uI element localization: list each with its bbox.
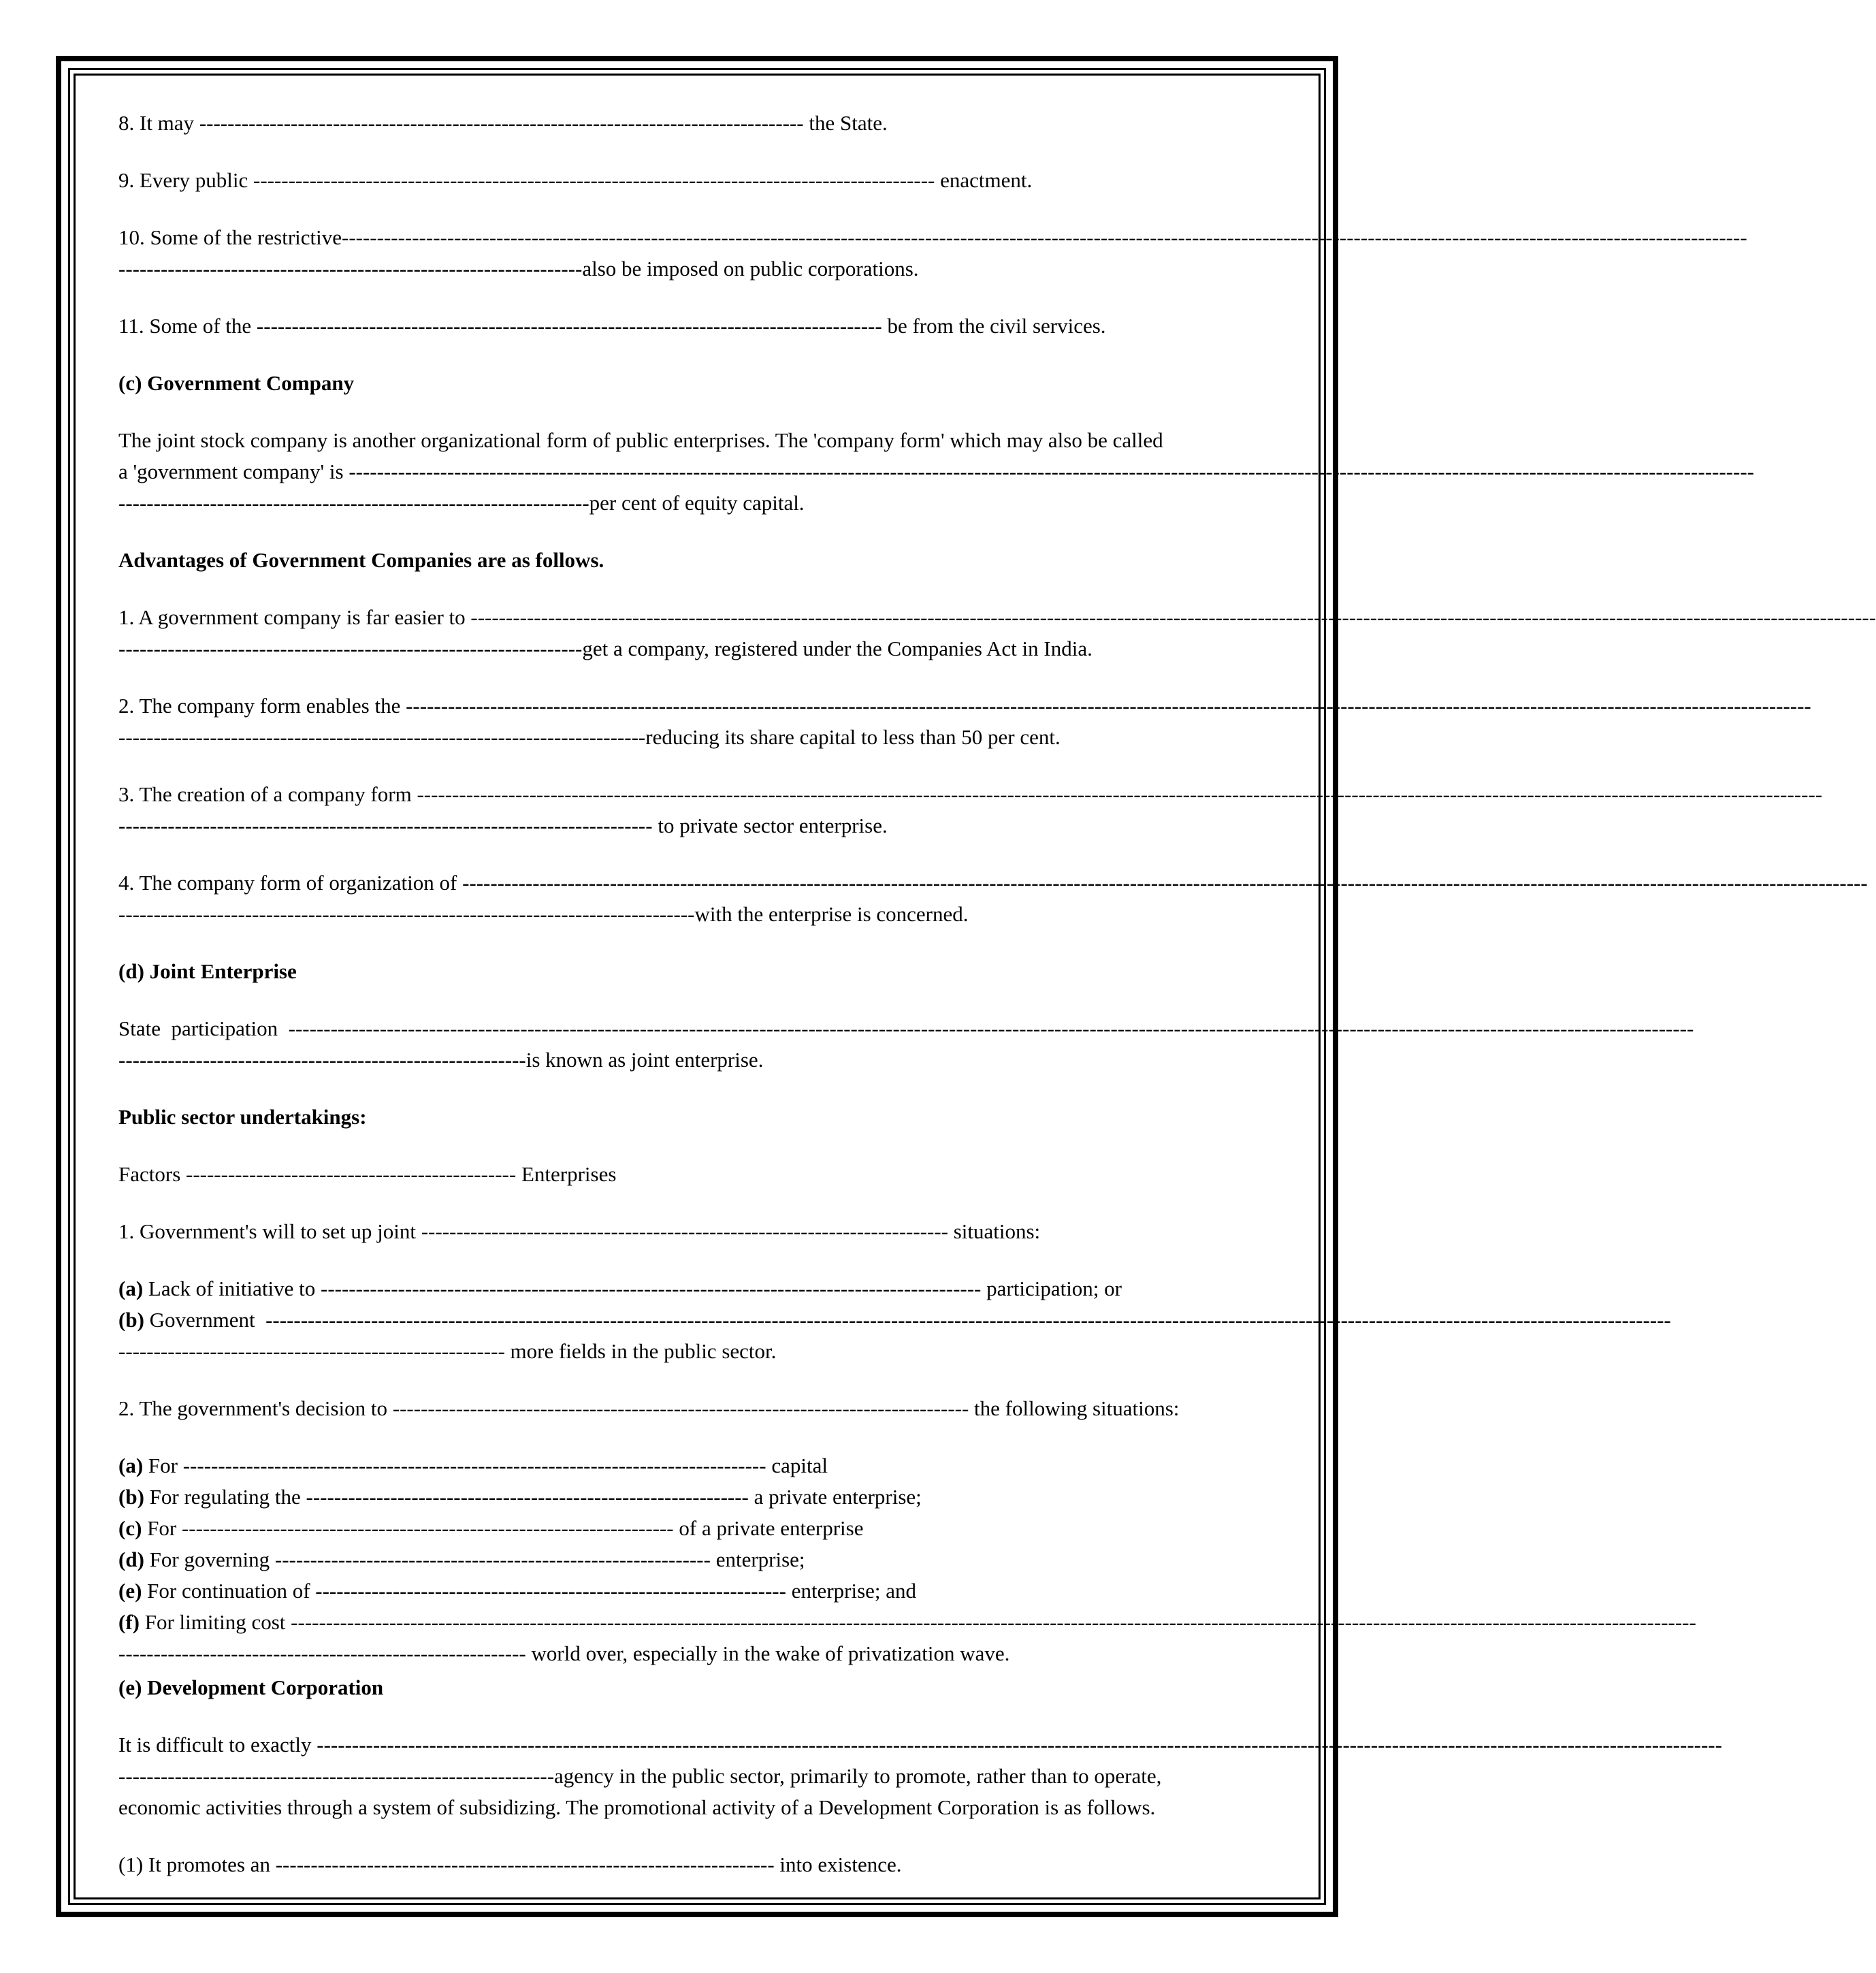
blank-dash-line: ------------------------------------------------------------------ xyxy=(118,637,583,660)
psu-item-2-f: (f) For limiting cost -------------------------------------------------------------------------------------------------------------------------------------------------------------------------------------------------------- xyxy=(118,1607,1297,1638)
psu-item-1-b: (b) Government -------------------------------------------------------------------------------------------------------------------------------------------------------------------------------------------------------- xyxy=(118,1304,1297,1336)
blank-dash-line: --------------------------------------------------------------- xyxy=(306,1485,749,1509)
blank-dash-line: ---------------------------------------------------------- xyxy=(118,1641,526,1665)
advantage-item-2: 2. The company form enables the -------------------------------------------------------------------------------------------------------------------------------------------------------------------------------------------------------- ---------------------------------------------------------------------------reducing its share capital to less than 50 per cent. xyxy=(118,690,1297,753)
blank-dash-line: -------------------------------------------------------------------------------------------------------------------------------------------------------------------------------------------------------- xyxy=(417,782,1823,806)
advantage-item-4: 4. The company form of organization of -------------------------------------------------------------------------------------------------------------------------------------------------------------------------------------------------------- ----------------------------------------------------------------------------------with the enterprise is concerned. xyxy=(118,867,1297,930)
blank-dash-line: ---------------------------------------------------------------------------------- xyxy=(118,902,695,926)
blank-dash-line: ---------------------------------------------------------------------------------- xyxy=(392,1396,969,1420)
blank-dash-line: ------------------------------------------------------------------- xyxy=(315,1579,786,1603)
section-heading-joint-enterprise: (d) Joint Enterprise xyxy=(118,959,297,983)
section-heading-development-corporation: (e) Development Corporation xyxy=(118,1675,384,1699)
blank-dash-line: -------------------------------------------------------------------------------------------------------------------------------------------------------------------------------------------------------- xyxy=(462,871,1868,895)
blank-dash-line: ----------------------------------------------------------------------------------- xyxy=(182,1454,766,1477)
blank-dash-line: ---------------------------------------------------------- xyxy=(118,1048,526,1072)
joint-enterprise-definition: State participation -------------------------------------------------------------------------------------------------------------------------------------------------------------------------------------------------------- ----------------------------------------------------------is known as joint enterprise. xyxy=(118,1013,1297,1076)
advantage-item-3: 3. The creation of a company form -------------------------------------------------------------------------------------------------------------------------------------------------------------------------------------------------------- ---------------------------------------------------------------------------- to private sector enterprise. xyxy=(118,779,1297,841)
list-item-11: 11. Some of the ----------------------------------------------------------------------------------------- be from the civil services. xyxy=(118,314,1106,338)
blank-dash-line: -------------------------------------------------------------------------------------------------------------------------------------------------------------------------------------------------------- xyxy=(317,1733,1722,1757)
psu-heading: Public sector undertakings: xyxy=(118,1105,367,1129)
government-company-intro: The joint stock company is another organizational form of public enterprises. The 'company form' which may also be called a 'government company' is -------------------------------------------------------------------------------------------------------------------------------------------------------------------------------------------------------- -------------------------------------------------------------------per cent of equity capital. xyxy=(118,428,1754,515)
psu-item-2-e: (e) For continuation of ------------------------------------------------------------------- enterprise; and xyxy=(118,1579,917,1603)
blank-dash-line: ------------------------------------------------------- xyxy=(118,1339,505,1363)
blank-dash-line: ---------------------------------------------------------------------------------------------- xyxy=(321,1277,982,1300)
psu-item-1-subitems: (a) Lack of initiative to ---------------------------------------------------------------------------------------------- participation; or (b) Government -------------------------------------------------------------------------------------------------------------------------------------------------------------------------------------------------------- ------------------------------------------------------- more fields in the public sector. xyxy=(118,1273,1297,1367)
factors-line: Factors ----------------------------------------------- Enterprises xyxy=(118,1162,617,1186)
blank-dash-line: -------------------------------------------------------------------------------------------------------------------------------------------------------------------------------------------------------- xyxy=(349,460,1754,483)
blank-dash-line: ----------------------------------------------- xyxy=(186,1162,517,1186)
blank-dash-line: -------------------------------------------------------------------------------------------------------------------------------------------------------------------------------------------------------- xyxy=(342,225,1747,249)
blank-dash-line: --------------------------------------------------------------------------- xyxy=(118,725,646,749)
psu-item-2-b: (b) For regulating the --------------------------------------------------------------- a private enterprise; xyxy=(118,1485,922,1509)
development-corporation-intro: It is difficult to exactly -------------------------------------------------------------------------------------------------------------------------------------------------------------------------------------------------------- --------------------------------------------------------------agency in the public sector, primarily to promote, rather than to operate, economic activities through a system of subsidizing. The promotional activity of a Development Corporation is as follows. xyxy=(118,1729,1297,1823)
blank-dash-line: -------------------------------------------------------------- xyxy=(274,1547,711,1571)
blank-dash-line: --------------------------------------------------------------------------- xyxy=(421,1219,948,1243)
list-item-9: 9. Every public ------------------------------------------------------------------------------------------------- enactment. xyxy=(118,168,1033,192)
advantages-heading: Advantages of Government Companies are as follows. xyxy=(118,548,604,572)
blank-dash-line: ---------------------------------------------------------------------- xyxy=(181,1516,674,1540)
psu-item-2-d: (d) For governing -------------------------------------------------------------- enterprise; xyxy=(118,1547,805,1571)
psu-item-1: 1. Government's will to set up joint --------------------------------------------------------------------------- situations: xyxy=(118,1219,1041,1243)
blank-dash-line: -------------------------------------------------------------------------------------------------------------------------------------------------------------------------------------------------------- xyxy=(406,694,1811,718)
section-heading-government-company: (c) Government Company xyxy=(118,371,355,395)
psu-item-2-c: (c) For ---------------------------------------------------------------------- of a private enterprise xyxy=(118,1516,864,1540)
blank-dash-line: ------------------------------------------------------------------- xyxy=(118,491,589,515)
blank-dash-line: ------------------------------------------------------------------------------------------------- xyxy=(253,168,935,192)
list-item-10: 10. Some of the restrictive -------------------------------------------------------------------------------------------------------------------------------------------------------------------------------------------------------- ------------------------------------------------------------------also be imposed on public corporations. xyxy=(118,222,1297,285)
psu-item-1-a: (a) Lack of initiative to ---------------------------------------------------------------------------------------------- participation; or xyxy=(118,1277,1122,1300)
blank-dash-line: ------------------------------------------------------------------ xyxy=(118,257,583,280)
psu-item-2-a: (a) For ----------------------------------------------------------------------------------- capital xyxy=(118,1454,828,1477)
list-item-8: 8. It may -------------------------------------------------------------------------------------- the State. xyxy=(118,111,888,135)
blank-dash-line: -------------------------------------------------------------------------------------- xyxy=(199,111,804,135)
blank-dash-line: ---------------------------------------------------------------------------- xyxy=(118,814,653,837)
blank-dash-line: -------------------------------------------------------------------------------------------------------------------------------------------------------------------------------------------------------- xyxy=(288,1016,1694,1040)
blank-dash-line: -------------------------------------------------------------------------------------------------------------------------------------------------------------------------------------------------------- xyxy=(470,605,1876,629)
blank-dash-line: ----------------------------------------------------------------------- xyxy=(275,1852,775,1876)
advantage-item-1: 1. A government company is far easier to -------------------------------------------------------------------------------------------------------------------------------------------------------------------------------------------------------- ------------------------------------------------------------------get a company, registered under the Companies Act in India. xyxy=(118,602,1297,664)
blank-dash-line: ----------------------------------------------------------------------------------------- xyxy=(256,314,882,338)
blank-dash-line: -------------------------------------------------------------- xyxy=(118,1764,555,1788)
development-item-1: (1) It promotes an ----------------------------------------------------------------------- into existence. xyxy=(118,1852,902,1876)
psu-item-2: 2. The government's decision to ---------------------------------------------------------------------------------- the following situations: xyxy=(118,1396,1180,1420)
blank-dash-line: -------------------------------------------------------------------------------------------------------------------------------------------------------------------------------------------------------- xyxy=(265,1308,1671,1332)
blank-dash-line: -------------------------------------------------------------------------------------------------------------------------------------------------------------------------------------------------------- xyxy=(291,1610,1696,1634)
psu-item-2-subitems: (a) For ----------------------------------------------------------------------------------- capital (b) For regulating the --------------------------------------------------------------- a private enterprise; (c) For ---------------------------------------------------------------------- of a private enterprise (d) For governing -------------------------------------------------------------- enterprise; (e) For continuation of ------------------------------------------------------------------- enterprise; and (f) For limiting cost -------------------------------------------------------------------------------------------------------------------------------------------------------------------------------------------------------- ---------------------------------------------------------- world over, especially in the wake of privatization wave. xyxy=(118,1450,1297,1669)
document-body xyxy=(118,108,1876,1906)
